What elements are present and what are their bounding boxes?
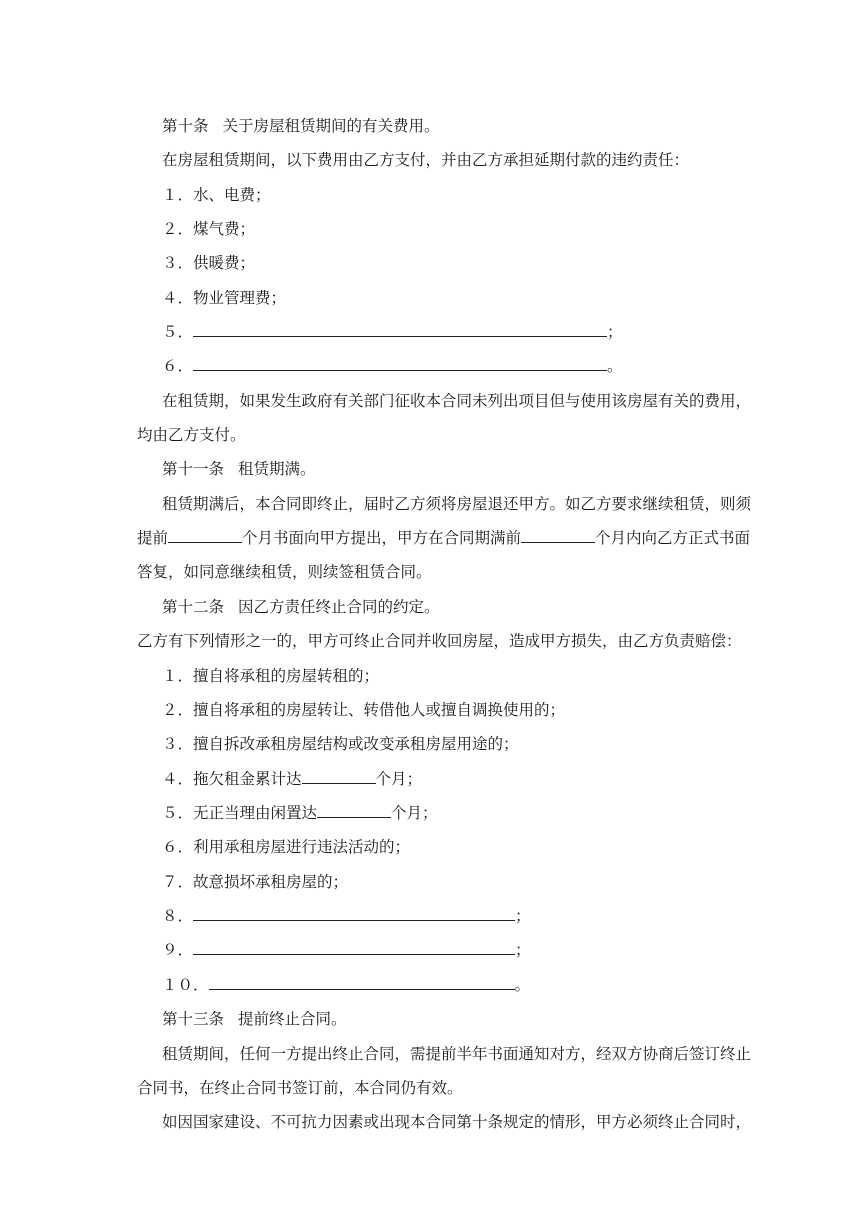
text-segment: 个月；: [391, 804, 438, 822]
fill-blank[interactable]: [317, 803, 391, 818]
fill-blank[interactable]: [193, 906, 515, 921]
article-11-title: 租赁期满。: [238, 460, 316, 478]
article-12-item-2: ２．擅自将承租的房屋转让、转借他人或擅自调换使用的；: [162, 701, 566, 719]
item-number: ９．: [162, 941, 194, 959]
article-12-intro: 乙方有下列情形之一的，甲方可终止合同并收回房屋，造成甲方损失，由乙方负责赔偿：: [137, 632, 742, 650]
article-11-line-1: 租赁期满后，本合同即终止，届时乙方须将房屋退还甲方。如乙方要求继续租赁，则须: [162, 495, 752, 513]
article-11-line-2: [137, 528, 750, 548]
item-number: ８．: [162, 907, 194, 925]
article-12-item-4: [162, 769, 422, 789]
article-13-p2-line-1: 如因国家建设、不可抗力因素或出现本合同第十条规定的情形，甲方必须终止合同时，: [162, 1113, 752, 1131]
article-11-number: 第十一条: [162, 460, 225, 478]
fill-blank[interactable]: [209, 975, 515, 990]
item-end: ；: [515, 941, 531, 959]
item-number: １０．: [162, 976, 209, 994]
article-10-heading: [162, 116, 440, 136]
article-12-item-1: １．擅自将承租的房屋转租的；: [162, 667, 380, 685]
item-number: ６．: [162, 357, 194, 375]
article-12-item-7: ７．故意损坏承租房屋的；: [162, 873, 349, 891]
text-segment: 个月内向乙方正式书面: [595, 529, 751, 547]
article-12-item-6: ６．利用承租房屋进行违法活动的；: [162, 838, 411, 856]
article-13-title: 提前终止合同。: [238, 1010, 347, 1028]
fill-blank[interactable]: [302, 769, 376, 784]
article-13-p1-line-1: 租赁期间，任何一方提出终止合同，需提前半年书面通知对方，经双方协商后签订终止: [162, 1045, 752, 1063]
article-12-title: 因乙方责任终止合同的约定。: [238, 598, 440, 616]
article-13-heading: [162, 1009, 347, 1029]
article-10-item-3: ３．供暖费；: [162, 254, 256, 272]
article-12-number: 第十二条: [162, 598, 225, 616]
article-10-item-1: １．水、电费；: [162, 186, 271, 204]
article-10-title: 关于房屋租赁期间的有关费用。: [222, 117, 440, 135]
text-segment: ５．无正当理由闲置达: [162, 804, 318, 822]
article-10-item-6: [162, 356, 623, 376]
article-12-item-3: ３．擅自拆改承租房屋结构或改变承租房屋用途的；: [162, 735, 519, 753]
text-segment: 提前: [137, 529, 169, 547]
item-end: ；: [515, 907, 531, 925]
article-10-number: 第十条: [162, 117, 209, 135]
article-11-heading: [162, 459, 316, 479]
article-12-heading: [162, 597, 440, 617]
article-10-item-5: [162, 322, 623, 342]
article-10-item-4: ４．物业管理费；: [162, 289, 287, 307]
article-10-tail-line-2: 均由乙方支付。: [137, 426, 246, 444]
article-12-item-10: [162, 975, 530, 995]
article-10-tail-line-1: 在租赁期，如果发生政府有关部门征收本合同未列出项目但与使用该房屋有关的费用，: [162, 392, 752, 410]
item-end: ；: [607, 323, 623, 341]
article-10-item-2: ２．煤气费；: [162, 220, 256, 238]
item-end: 。: [607, 357, 623, 375]
text-segment: 个月书面向甲方提出，甲方在合同期满前: [242, 529, 522, 547]
fill-blank[interactable]: [521, 528, 595, 543]
item-number: ５．: [162, 323, 194, 341]
article-12-item-9: [162, 940, 531, 960]
fill-blank[interactable]: [168, 528, 242, 543]
fill-blank[interactable]: [193, 356, 607, 371]
article-13-p1-line-2: 合同书，在终止合同书签订前，本合同仍有效。: [137, 1079, 463, 1097]
article-13-number: 第十三条: [162, 1010, 225, 1028]
article-11-line-3: 答复，如同意继续租赁，则续签租赁合同。: [137, 563, 432, 581]
fill-blank[interactable]: [193, 322, 607, 337]
text-segment: 个月；: [375, 770, 423, 788]
text-segment: ４．拖欠租金累计达: [162, 770, 302, 788]
article-12-item-8: [162, 906, 531, 926]
item-end: 。: [514, 976, 531, 994]
fill-blank[interactable]: [193, 940, 515, 955]
article-10-intro: 在房屋租赁期间，以下费用由乙方支付，并由乙方承担延期付款的违约责任：: [162, 151, 690, 169]
article-12-item-5: [162, 803, 438, 823]
